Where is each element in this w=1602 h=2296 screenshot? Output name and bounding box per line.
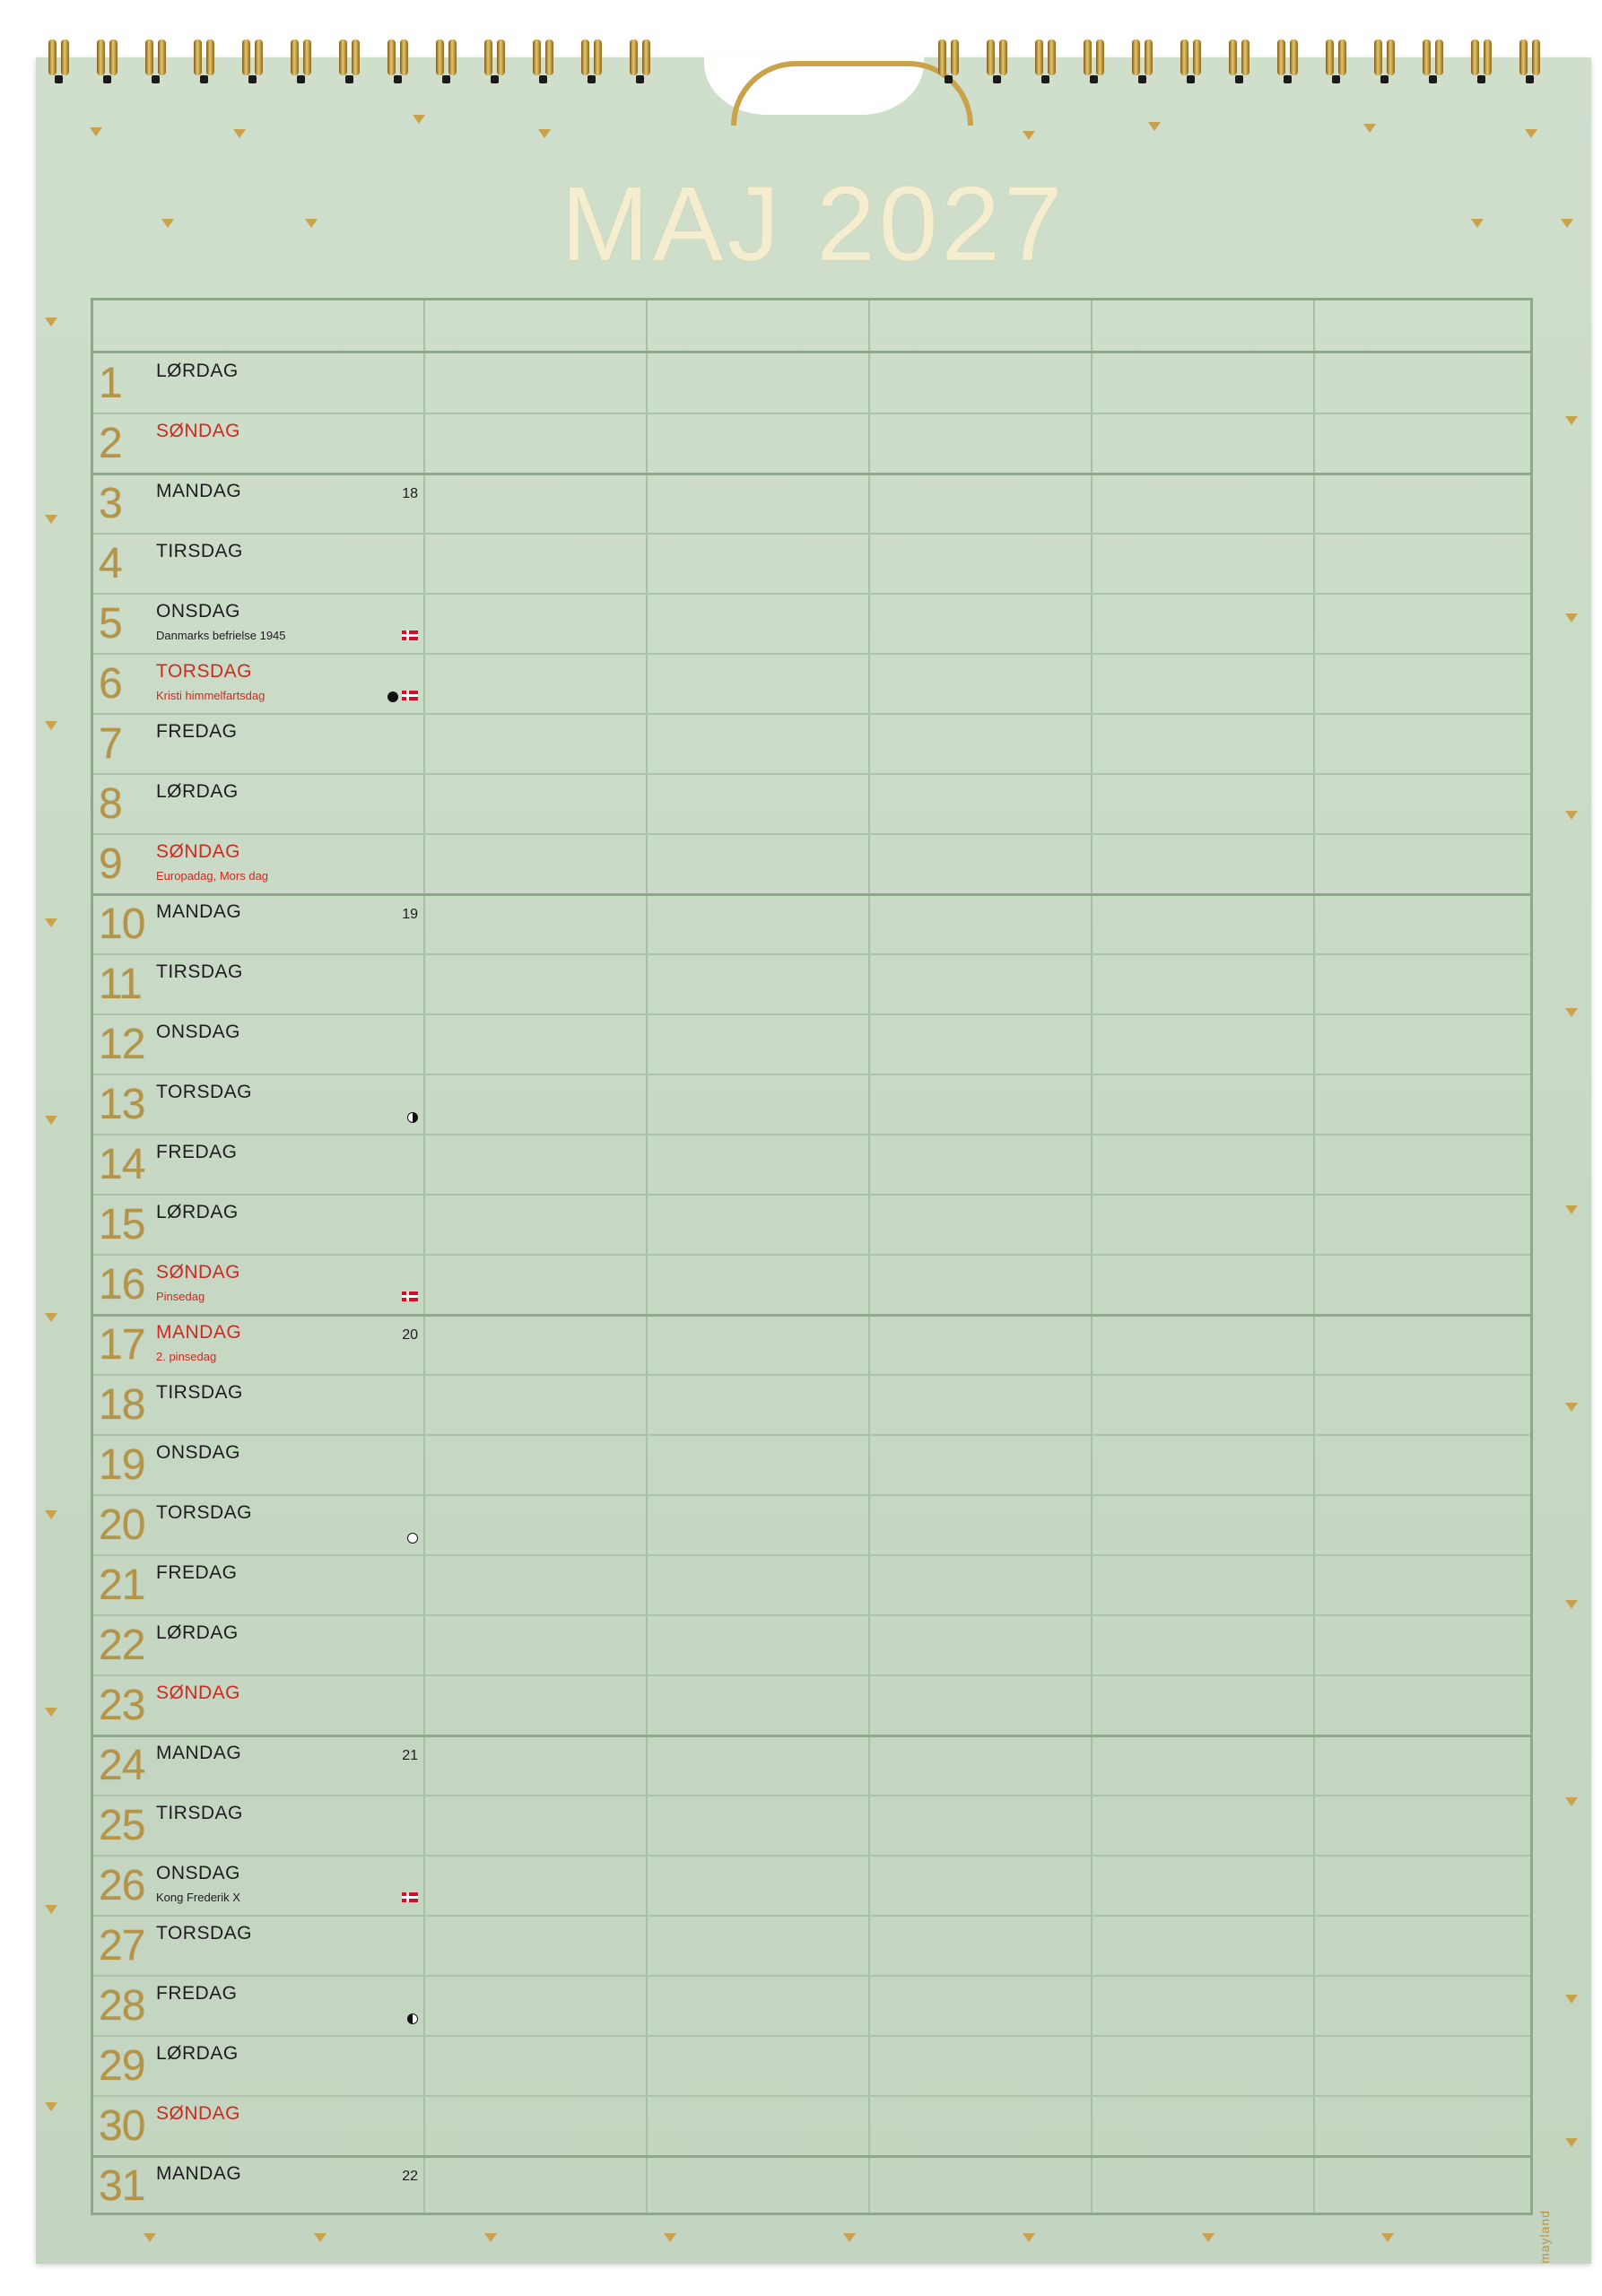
week-number: 20	[402, 1327, 418, 1343]
binding-coil	[1241, 39, 1249, 75]
gold-triangle-decoration	[1565, 1008, 1578, 1017]
day-number: 29	[99, 2042, 145, 2090]
binding-coil	[242, 39, 250, 75]
binding-coil	[581, 39, 589, 75]
day-row[interactable]	[93, 2156, 423, 2216]
day-name: LØRDAG	[156, 2043, 239, 2064]
gold-triangle-decoration	[45, 317, 57, 326]
day-name: FREDAG	[156, 1142, 238, 1162]
day-number: 27	[99, 1922, 145, 1970]
gold-triangle-decoration	[1565, 811, 1578, 820]
column-divider	[646, 300, 648, 2213]
day-name: MANDAG	[156, 481, 242, 501]
gold-triangle-decoration	[1023, 2233, 1035, 2242]
week-number: 21	[402, 1748, 418, 1763]
day-name: FREDAG	[156, 721, 238, 742]
binding-coil	[1435, 39, 1443, 75]
day-name: SØNDAG	[156, 1683, 241, 1703]
day-name: TORSDAG	[156, 1502, 252, 1523]
binding-coil	[1096, 39, 1104, 75]
binding-coil	[1290, 39, 1298, 75]
day-number: 20	[99, 1501, 145, 1549]
day-row[interactable]	[93, 353, 423, 413]
gold-triangle-decoration	[1363, 124, 1376, 133]
day-row[interactable]	[93, 1555, 423, 1615]
gold-triangle-decoration	[45, 2102, 57, 2111]
column-divider	[1091, 300, 1093, 2213]
day-name: TORSDAG	[156, 661, 252, 682]
day-row[interactable]	[93, 1495, 423, 1555]
binding-coil	[1519, 39, 1528, 75]
binding-hole	[1380, 75, 1389, 83]
danish-flag-icon	[402, 1292, 418, 1301]
gold-triangle-decoration	[45, 1116, 57, 1125]
binding-hole	[345, 75, 353, 83]
binding-coil	[1145, 39, 1153, 75]
gold-triangle-decoration	[1565, 1995, 1578, 2004]
binding-coil	[255, 39, 263, 75]
binding-hole	[539, 75, 547, 83]
day-row[interactable]	[93, 654, 423, 714]
binding-coil	[448, 39, 457, 75]
danish-flag-icon	[402, 631, 418, 640]
binding-coil	[400, 39, 408, 75]
gold-triangle-decoration	[484, 2233, 497, 2242]
gold-triangle-decoration	[144, 2233, 156, 2242]
binding-coil	[1374, 39, 1382, 75]
gold-triangle-decoration	[314, 2233, 326, 2242]
calendar-page	[36, 57, 1591, 2264]
day-number: 26	[99, 1862, 145, 1909]
gold-triangle-decoration	[45, 1905, 57, 1914]
binding-coil	[630, 39, 638, 75]
moon-phase-icon	[407, 2013, 418, 2024]
holiday-note: Europadag, Mors dag	[156, 869, 269, 883]
day-row[interactable]	[93, 1195, 423, 1255]
gold-triangle-decoration	[843, 2233, 856, 2242]
day-name: ONSDAG	[156, 1863, 241, 1883]
gold-triangle-decoration	[45, 515, 57, 524]
gold-triangle-decoration	[45, 1313, 57, 1322]
gold-triangle-decoration	[1202, 2233, 1215, 2242]
binding-coil	[339, 39, 347, 75]
day-name: LØRDAG	[156, 1202, 239, 1222]
binding-coil	[1423, 39, 1431, 75]
gold-triangle-decoration	[413, 115, 425, 124]
day-number: 15	[99, 1201, 145, 1248]
moon-phase-icon	[407, 1533, 418, 1544]
day-name: MANDAG	[156, 1743, 242, 1763]
binding-coil	[158, 39, 166, 75]
binding-coil	[145, 39, 153, 75]
binding-coil	[594, 39, 602, 75]
day-name: MANDAG	[156, 901, 242, 922]
binding-coil	[1048, 39, 1056, 75]
binding-hole	[588, 75, 596, 83]
day-row[interactable]	[93, 1615, 423, 1675]
binding-hole	[993, 75, 1001, 83]
binding-coil	[987, 39, 995, 75]
holiday-note: Kristi himmelfartsdag	[156, 689, 266, 702]
day-number: 31	[99, 2162, 145, 2210]
day-number: 19	[99, 1441, 145, 1489]
binding-hole	[491, 75, 499, 83]
gold-triangle-decoration	[45, 1708, 57, 1717]
day-name: FREDAG	[156, 1983, 238, 2004]
day-row[interactable]	[93, 1255, 423, 1315]
day-name: LØRDAG	[156, 781, 239, 802]
day-number: 6	[99, 660, 122, 708]
binding-coil	[303, 39, 311, 75]
day-number: 2	[99, 420, 122, 467]
day-number: 12	[99, 1021, 145, 1068]
brand-mark: mayland	[1537, 2210, 1552, 2264]
day-row[interactable]	[93, 1796, 423, 1856]
binding-coil	[436, 39, 444, 75]
binding-coil	[1084, 39, 1092, 75]
danish-flag-icon	[402, 1892, 418, 1902]
day-number: 1	[99, 360, 122, 407]
gold-triangle-decoration	[1565, 1797, 1578, 1806]
day-number: 30	[99, 2102, 145, 2150]
day-row[interactable]	[93, 1735, 423, 1796]
day-row[interactable]	[93, 1014, 423, 1074]
danish-flag-icon	[402, 691, 418, 700]
binding-coil	[497, 39, 505, 75]
binding-hole	[248, 75, 257, 83]
day-row[interactable]	[93, 894, 423, 954]
day-number: 5	[99, 600, 122, 648]
binding-coil	[352, 39, 360, 75]
gold-triangle-decoration	[161, 219, 174, 228]
day-number: 14	[99, 1141, 145, 1188]
binding-coil	[1229, 39, 1237, 75]
day-row[interactable]	[93, 1375, 423, 1435]
gold-triangle-decoration	[45, 721, 57, 730]
day-row[interactable]	[93, 1976, 423, 2036]
binding-hole	[1332, 75, 1340, 83]
binding-hole	[1041, 75, 1049, 83]
day-row[interactable]	[93, 1856, 423, 1916]
binding-hole	[1138, 75, 1146, 83]
day-name: TORSDAG	[156, 1923, 252, 1944]
day-row[interactable]	[93, 1675, 423, 1735]
day-row[interactable]	[93, 1916, 423, 1976]
day-number: 16	[99, 1261, 145, 1309]
binding-hole	[1090, 75, 1098, 83]
day-row[interactable]	[93, 774, 423, 834]
moon-phase-icon	[387, 691, 398, 702]
gold-triangle-decoration	[1565, 1205, 1578, 1214]
day-number: 13	[99, 1081, 145, 1128]
binding-coil	[291, 39, 299, 75]
day-number: 28	[99, 1982, 145, 2030]
day-name: TIRSDAG	[156, 541, 243, 561]
page-title: MAJ 2027	[561, 165, 1067, 283]
day-number: 23	[99, 1682, 145, 1729]
binding-hole	[152, 75, 160, 83]
binding-coil	[484, 39, 492, 75]
binding-hole	[394, 75, 402, 83]
binding-hole	[1477, 75, 1485, 83]
binding-coil	[1132, 39, 1140, 75]
day-row[interactable]	[93, 954, 423, 1014]
binding-coil	[1326, 39, 1334, 75]
day-name: SØNDAG	[156, 2103, 241, 2124]
column-divider	[1313, 300, 1315, 2213]
binding-coil	[1471, 39, 1479, 75]
gold-triangle-decoration	[664, 2233, 676, 2242]
week-number: 18	[402, 486, 418, 501]
gold-triangle-decoration	[45, 1510, 57, 1519]
binding-coil	[48, 39, 57, 75]
day-number: 21	[99, 1561, 145, 1609]
binding-coil	[1277, 39, 1285, 75]
wire-hanger	[731, 61, 973, 126]
binding-hole	[1284, 75, 1292, 83]
day-row[interactable]	[93, 1315, 423, 1375]
moon-phase-icon	[407, 1112, 418, 1123]
holiday-note: 2. pinsedag	[156, 1350, 217, 1363]
day-number: 7	[99, 720, 122, 768]
day-number: 3	[99, 480, 122, 527]
day-name: MANDAG	[156, 2163, 242, 2184]
binding-coil	[1387, 39, 1395, 75]
day-name: ONSDAG	[156, 1442, 241, 1463]
gold-triangle-decoration	[1023, 131, 1035, 140]
binding-coil	[1180, 39, 1188, 75]
day-row[interactable]	[93, 413, 423, 474]
day-number: 25	[99, 1802, 145, 1849]
binding-coil	[387, 39, 396, 75]
day-number: 18	[99, 1381, 145, 1429]
day-name: FREDAG	[156, 1562, 238, 1583]
day-name: ONSDAG	[156, 601, 241, 622]
week-number: 22	[402, 2169, 418, 2184]
gold-triangle-decoration	[1471, 219, 1484, 228]
gold-triangle-decoration	[1381, 2233, 1394, 2242]
day-number: 22	[99, 1622, 145, 1669]
gold-triangle-decoration	[1565, 613, 1578, 622]
binding-hole	[103, 75, 111, 83]
binding-coil	[533, 39, 541, 75]
binding-hole	[945, 75, 953, 83]
binding-coil	[61, 39, 69, 75]
gold-triangle-decoration	[1565, 1403, 1578, 1412]
gold-triangle-decoration	[1148, 122, 1161, 131]
day-name: TIRSDAG	[156, 961, 243, 982]
gold-triangle-decoration	[233, 129, 246, 138]
binding-coil	[545, 39, 553, 75]
day-name: LØRDAG	[156, 361, 239, 381]
binding-coil	[938, 39, 946, 75]
day-row[interactable]	[93, 594, 423, 654]
binding-hole	[1187, 75, 1195, 83]
binding-coil	[206, 39, 214, 75]
week-number: 19	[402, 907, 418, 922]
day-row[interactable]	[93, 834, 423, 894]
binding-coil	[109, 39, 118, 75]
column-divider	[868, 300, 870, 2213]
gold-triangle-decoration	[1561, 219, 1573, 228]
binding-hole	[442, 75, 450, 83]
gold-triangle-decoration	[538, 129, 551, 138]
binding-coil	[97, 39, 105, 75]
day-row[interactable]	[93, 2096, 423, 2156]
day-row[interactable]	[93, 714, 423, 774]
binding-hole	[636, 75, 644, 83]
day-row[interactable]	[93, 474, 423, 534]
day-number: 10	[99, 900, 145, 948]
day-number: 8	[99, 780, 122, 828]
day-name: SØNDAG	[156, 1262, 241, 1283]
day-name: TIRSDAG	[156, 1803, 243, 1823]
binding-coil	[1035, 39, 1043, 75]
day-row[interactable]	[93, 1074, 423, 1135]
binding-hole	[55, 75, 63, 83]
binding-coil	[642, 39, 650, 75]
gold-triangle-decoration	[305, 219, 318, 228]
day-number: 17	[99, 1321, 145, 1369]
binding-hole	[297, 75, 305, 83]
day-row[interactable]	[93, 2036, 423, 2096]
column-divider	[423, 300, 425, 2213]
binding-hole	[1235, 75, 1243, 83]
day-name: TIRSDAG	[156, 1382, 243, 1403]
day-row[interactable]	[93, 1435, 423, 1495]
binding-hole	[1429, 75, 1437, 83]
day-row[interactable]	[93, 534, 423, 594]
day-number: 9	[99, 840, 122, 888]
binding-coil	[194, 39, 202, 75]
day-name: LØRDAG	[156, 1622, 239, 1643]
binding-coil	[999, 39, 1007, 75]
calendar-grid	[91, 298, 1533, 2215]
gold-triangle-decoration	[1525, 129, 1537, 138]
day-number: 11	[99, 961, 142, 1008]
gold-triangle-decoration	[1565, 416, 1578, 425]
holiday-note: Kong Frederik X	[156, 1891, 240, 1904]
binding-hole	[1526, 75, 1534, 83]
holiday-note: Pinsedag	[156, 1290, 205, 1303]
gold-triangle-decoration	[1565, 2138, 1578, 2147]
day-name: SØNDAG	[156, 421, 241, 441]
day-row[interactable]	[93, 1135, 423, 1195]
gold-triangle-decoration	[1565, 1600, 1578, 1609]
day-number: 24	[99, 1742, 145, 1789]
holiday-note: Danmarks befrielse 1945	[156, 629, 286, 642]
binding-coil	[1338, 39, 1346, 75]
day-name: SØNDAG	[156, 841, 241, 862]
day-name: TORSDAG	[156, 1082, 252, 1102]
binding-coil	[951, 39, 959, 75]
binding-hole	[200, 75, 208, 83]
binding-coil	[1193, 39, 1201, 75]
day-name: ONSDAG	[156, 1022, 241, 1042]
gold-triangle-decoration	[90, 127, 102, 136]
binding-coil	[1484, 39, 1492, 75]
day-number: 4	[99, 540, 122, 587]
day-name: MANDAG	[156, 1322, 242, 1343]
gold-triangle-decoration	[45, 918, 57, 927]
binding-coil	[1532, 39, 1540, 75]
